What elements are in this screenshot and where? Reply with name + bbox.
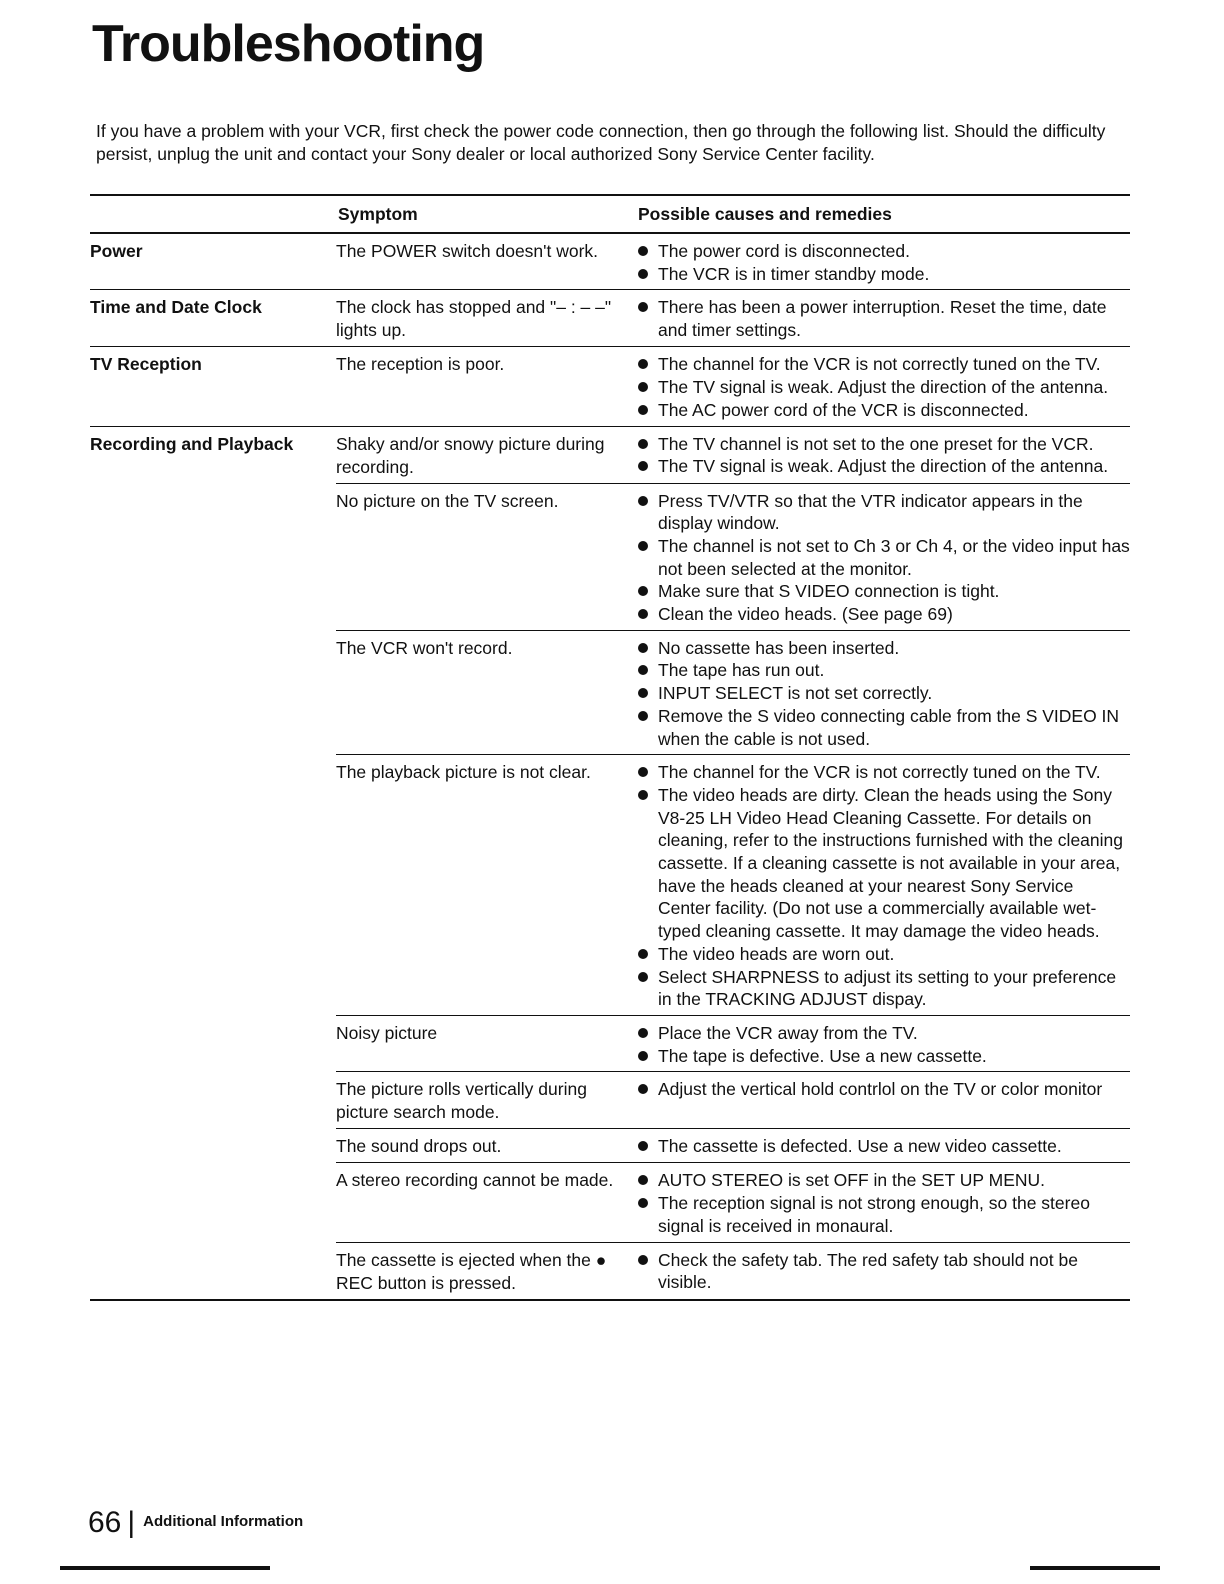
- symptom: A stereo recording cannot be made.: [336, 1170, 614, 1191]
- remedy-item: Place the VCR away from the TV.: [636, 1022, 1130, 1045]
- symptom: The sound drops out.: [336, 1136, 502, 1157]
- symptom: The playback picture is not clear.: [336, 762, 591, 783]
- footer-separator: |: [127, 1506, 136, 1539]
- remedy-item: INPUT SELECT is not set correctly.: [636, 682, 1130, 705]
- remedy-list: [636, 1016, 1130, 1071]
- symptom: The reception is poor.: [336, 354, 505, 375]
- symptom: Noisy picture: [336, 1022, 438, 1043]
- bottom-decoration-bar: [1030, 1566, 1160, 1570]
- remedy-item: Remove the S video connecting cable from the S VIDEO IN when the cable is not used.: [636, 705, 1130, 750]
- remedy-list: [636, 1163, 1130, 1241]
- remedy-item: The TV channel is not set to the one preset for the VCR.: [636, 433, 1130, 456]
- remedy-list: [636, 290, 1130, 346]
- remedy-item: The power cord is disconnected.: [636, 240, 1130, 263]
- remedy-list: [636, 1129, 1130, 1162]
- section-name: Additional Information: [143, 1512, 304, 1530]
- remedy-item: The TV signal is weak. Adjust the direction of the antenna.: [636, 376, 1130, 399]
- troubleshooting-table: [90, 194, 1130, 1301]
- remedy-item: Check the safety tab. The red safety tab should not be visible.: [636, 1249, 1130, 1294]
- table-row: [90, 290, 1130, 347]
- remedy-item: No cassette has been inserted.: [636, 637, 1130, 660]
- sub-row: [336, 1129, 1130, 1163]
- page-number: 66: [88, 1506, 122, 1539]
- symptom: No picture on the TV screen.: [336, 490, 559, 511]
- remedy-item: Clean the video heads. (See page 69): [636, 603, 1130, 626]
- remedy-item: Press TV/VTR so that the VTR indicator appears in the display window.: [636, 490, 1130, 535]
- sub-row: [336, 1243, 1130, 1299]
- remedy-item: There has been a power interruption. Reset the time, date and timer settings.: [636, 296, 1130, 341]
- remedy-list: [636, 347, 1130, 425]
- remedy-item: The VCR is in timer standby mode.: [636, 263, 1130, 286]
- page-title: Troubleshooting: [92, 15, 485, 73]
- remedy-item: Adjust the vertical hold contrlol on the TV or color monitor: [636, 1078, 1130, 1101]
- symptom: The POWER switch doesn't work.: [336, 241, 599, 261]
- table-row: [90, 427, 1130, 1301]
- remedy-list: [636, 1243, 1130, 1299]
- remedy-item: The tape is defective. Use a new cassette.: [636, 1045, 1130, 1068]
- bottom-decoration-bar: [60, 1566, 270, 1570]
- sub-row: [336, 1072, 1130, 1129]
- remedy-item: The channel for the VCR is not correctly tuned on the TV.: [636, 353, 1130, 376]
- header-remedies: Possible causes and remedies: [638, 204, 892, 224]
- remedy-item: The TV signal is weak. Adjust the direction of the antenna.: [636, 455, 1130, 478]
- remedy-item: AUTO STEREO is set OFF in the SET UP MENU.: [636, 1169, 1130, 1192]
- remedy-list: [636, 755, 1130, 1015]
- sub-row: [336, 484, 1130, 631]
- symptom: The picture rolls vertically during picture search mode.: [336, 1079, 587, 1123]
- remedy-item: The reception signal is not strong enough, so the stereo signal is received in monaural.: [636, 1192, 1130, 1237]
- remedy-list: [636, 234, 1130, 289]
- category-recording-playback: Recording and Playback: [90, 433, 294, 454]
- header-symptom: Symptom: [338, 204, 418, 224]
- remedy-item: The video heads are worn out.: [636, 943, 1130, 966]
- remedy-list: [636, 427, 1130, 483]
- remedy-item: Make sure that S VIDEO connection is tight.: [636, 580, 1130, 603]
- table-row: [90, 234, 1130, 290]
- sub-row: [336, 631, 1130, 756]
- remedy-item: Select SHARPNESS to adjust its setting to your preference in the TRACKING ADJUST dispay.: [636, 966, 1130, 1011]
- symptom: The clock has stopped and "– : – –" lights up.: [336, 297, 612, 341]
- remedy-item: The tape has run out.: [636, 659, 1130, 682]
- category-clock: Time and Date Clock: [90, 297, 262, 318]
- remedy-list: [636, 631, 1130, 755]
- intro-paragraph: If you have a problem with your VCR, first check the power code connection, then go through the following list. Should the difficulty persist, unplug the unit and contact your Sony dealer or local authorized Sony Service Center facility.: [96, 121, 1106, 164]
- symptom: The cassette is ejected when the ● REC button is pressed.: [336, 1249, 607, 1293]
- symptom: Shaky and/or snowy picture during recording.: [336, 433, 605, 477]
- symptom: The VCR won't record.: [336, 637, 513, 658]
- remedy-item: The channel is not set to Ch 3 or Ch 4, or the video input has not been selected at the monitor.: [636, 535, 1130, 580]
- table-row: [90, 347, 1130, 426]
- category-tv-reception: TV Reception: [90, 354, 202, 375]
- remedy-list: [636, 484, 1130, 630]
- remedy-item: The channel for the VCR is not correctly tuned on the TV.: [636, 761, 1130, 784]
- category-power: Power: [90, 241, 143, 261]
- sub-row: [336, 1163, 1130, 1242]
- remedy-list: [636, 1072, 1130, 1128]
- symptom-group: [336, 427, 1130, 1299]
- sub-row: [336, 1016, 1130, 1072]
- sub-row: [336, 427, 1130, 484]
- remedy-item: The cassette is defected. Use a new video cassette.: [636, 1135, 1130, 1158]
- remedy-item: The AC power cord of the VCR is disconnected.: [636, 399, 1130, 422]
- remedy-item: The video heads are dirty. Clean the heads using the Sony V8-25 LH Video Head Cleaning Cassette. For details on cleaning, refer to the instructions furnished with the cleaning cassette. If a cleaning cassette is not available in your area, have the heads cleaned at your nearest Sony Service Center facility. (Do not use a commercially available wet-typed cleaning cassette. It may damage the video heads.: [636, 784, 1130, 943]
- sub-row: [336, 755, 1130, 1016]
- table-header: [90, 196, 1130, 234]
- page-footer: [88, 1506, 303, 1540]
